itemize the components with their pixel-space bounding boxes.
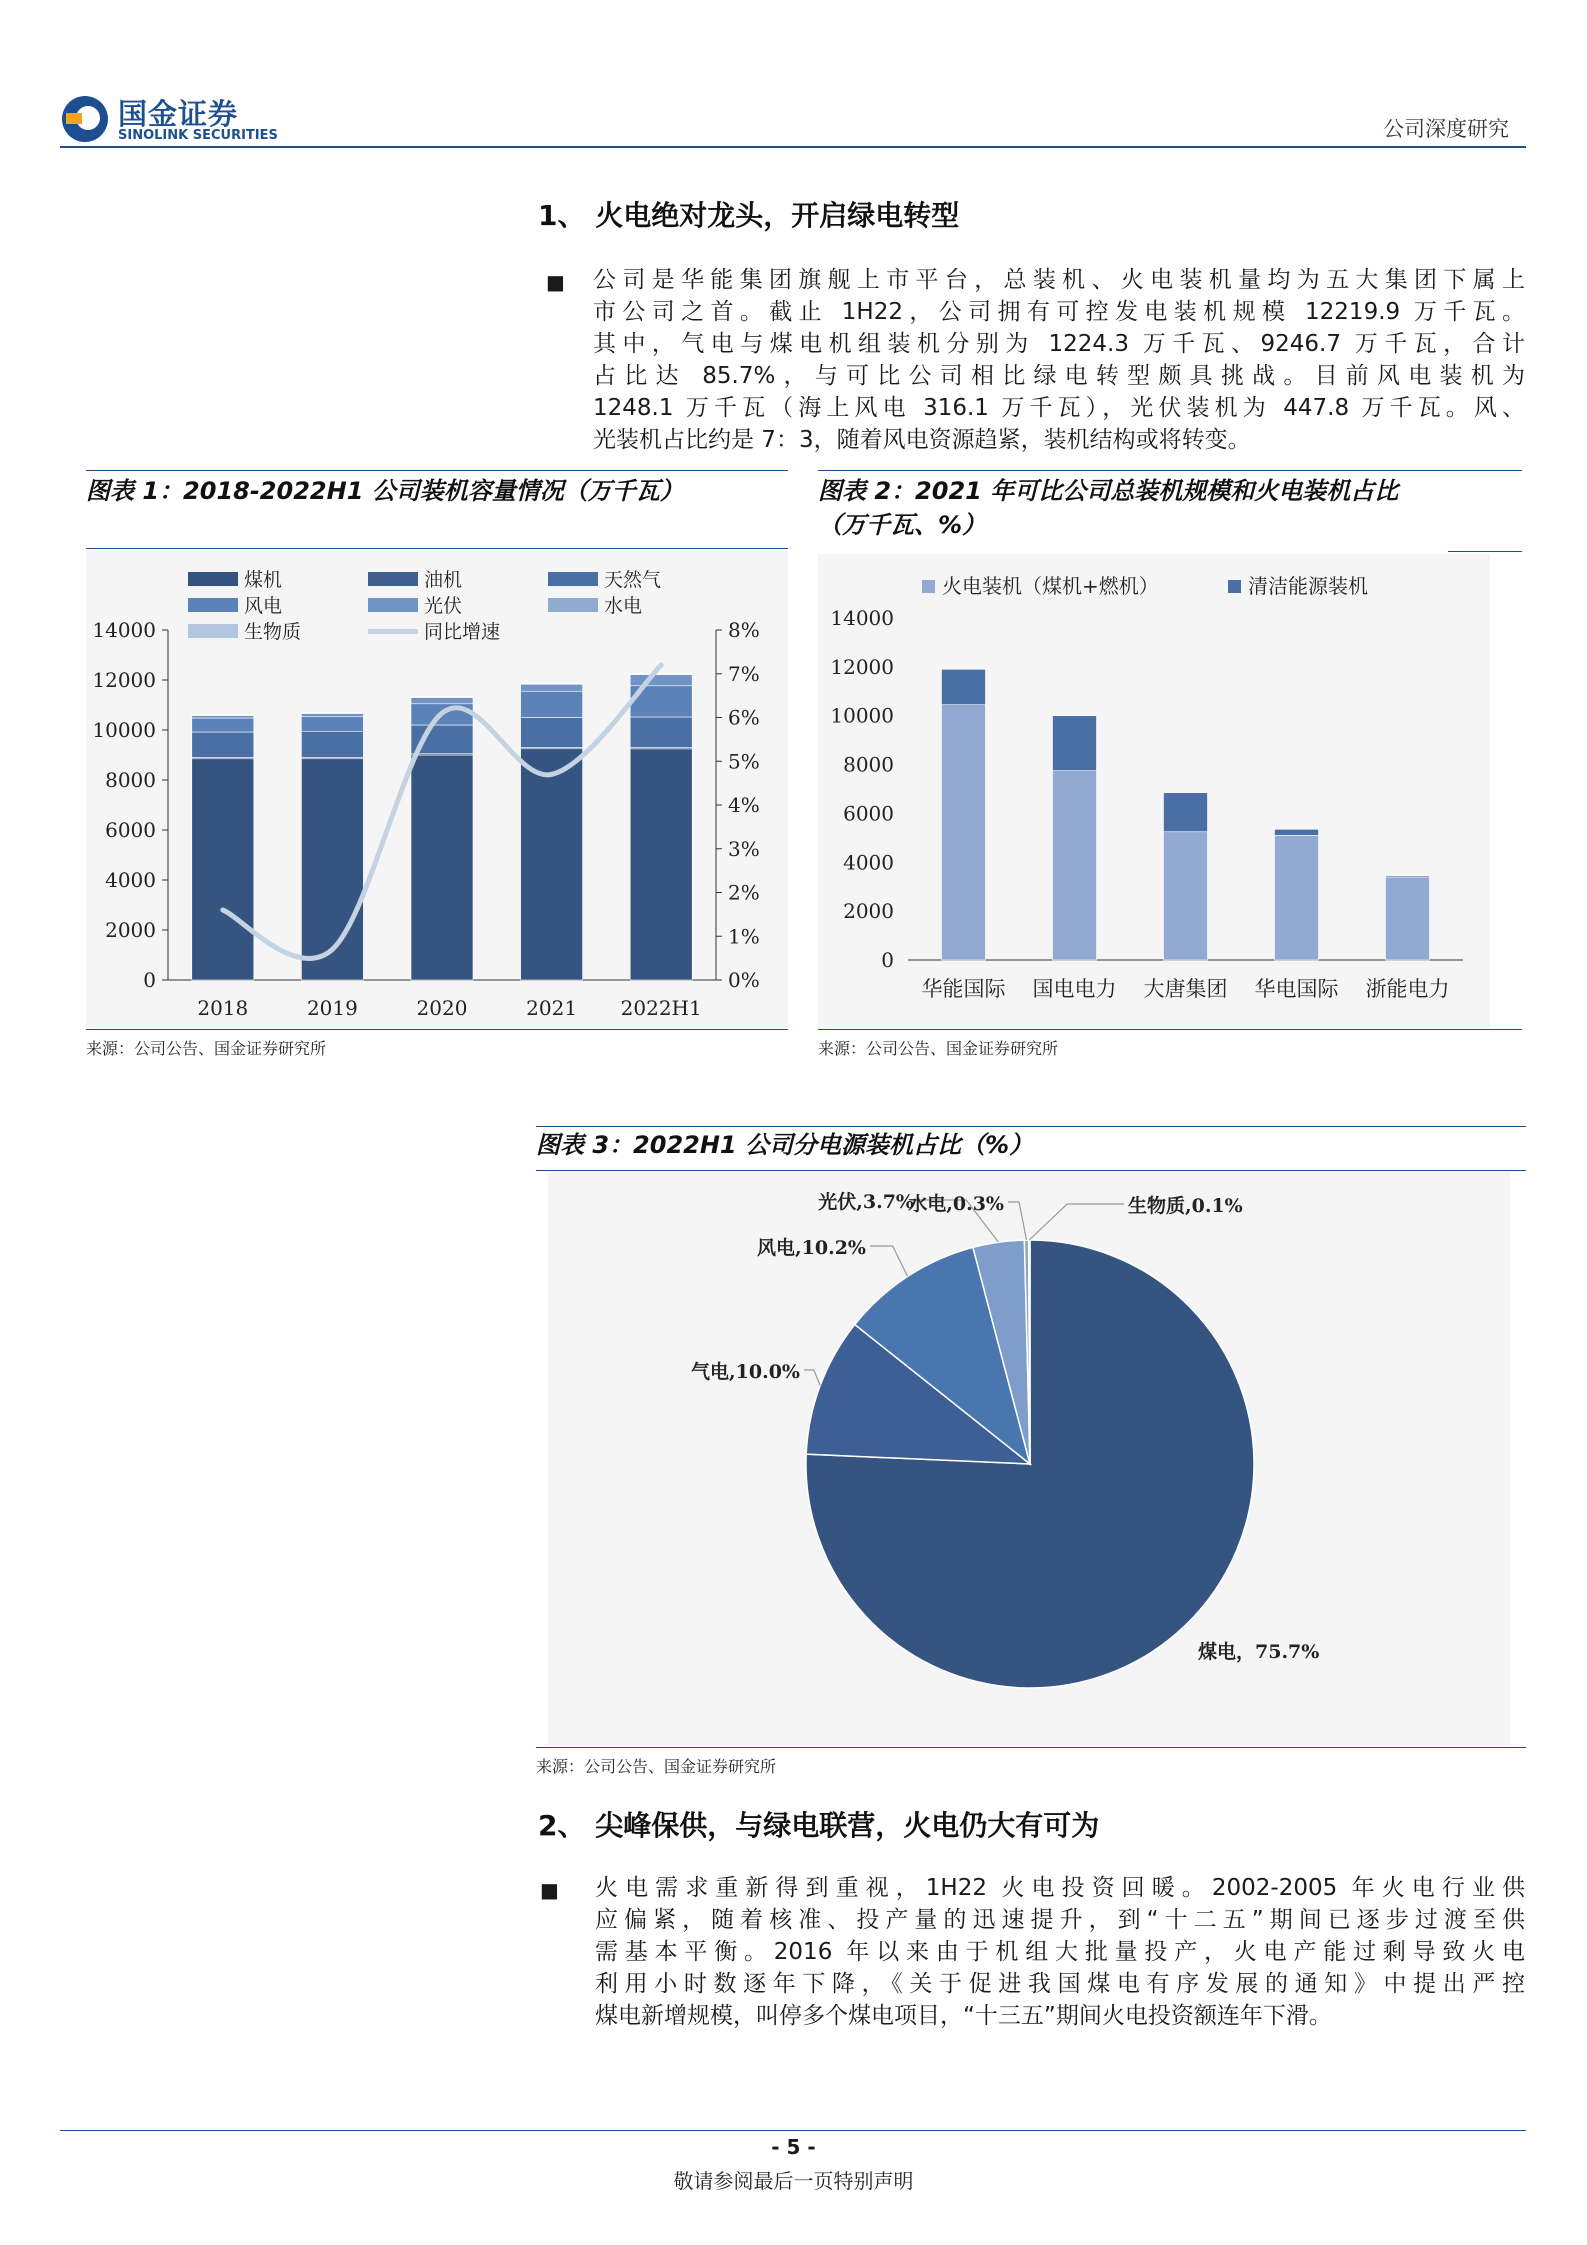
legend-swatch [188, 598, 238, 612]
section-2-title: 2、 尖峰保供，与绿电联营，火电仍大有可为 [538, 1809, 1100, 1842]
y2-tick-label: 1% [728, 924, 760, 949]
footer-divider [60, 2130, 1526, 2131]
x-tick-label: 2022H1 [620, 996, 702, 1020]
y2-tick-label: 0% [728, 968, 760, 992]
y-tick-label: 0 [143, 968, 156, 992]
bullet-icon: ■ [546, 270, 565, 294]
figure-3-title-rule [536, 1170, 1526, 1171]
y2-tick-label: 7% [728, 661, 760, 686]
figure-3-top-rule [536, 1126, 1526, 1127]
peer-capacity-stacked-bar-chart [818, 554, 1490, 1028]
figure-1-title-rule [86, 548, 788, 549]
paragraph-line: 占比达 85.7%，与可比公司相比绿电转型颇具挑战。目前风电装机为 [593, 363, 1525, 389]
legend-label: 光伏 [424, 595, 463, 617]
bar-segment-生物质 [630, 674, 692, 675]
bar-segment-清洁能源装机 [942, 669, 986, 704]
figure-3-title: 图表 3：2022H1 公司分电源装机占比（%） [536, 1131, 1034, 1159]
disclaimer: 敬请参阅最后一页特别声明 [673, 2169, 914, 2193]
legend-swatch [368, 572, 418, 586]
header-divider [60, 146, 1526, 148]
legend-swatch [922, 580, 935, 593]
section-2-paragraph [595, 1872, 1525, 2032]
y2-tick-label: 8% [728, 618, 760, 642]
paragraph-line: 利用小时数逐年下降，《关于促进我国煤电有序发展的通知》中提出严控 [595, 1971, 1525, 1997]
pie-label: 水电,0.3% [908, 1193, 1004, 1215]
y-tick-label: 6000 [105, 818, 156, 842]
y-tick-label: 2000 [105, 918, 156, 942]
pie-label: 光伏,3.7% [818, 1191, 914, 1213]
figure-1-top-rule [86, 470, 788, 471]
logo-chinese-name: 国金证券 [118, 97, 239, 131]
y-tick-label: 6000 [843, 801, 894, 826]
bar-segment-光伏 [192, 716, 254, 719]
bar-segment-火电装机（煤机+燃机） [1386, 877, 1430, 960]
bar-segment-风电 [521, 691, 583, 717]
figure-1-title: 图表 1：2018-2022H1 公司装机容量情况（万千瓦） [86, 477, 684, 505]
bar-segment-清洁能源装机 [1053, 716, 1097, 771]
legend-label: 火电装机（煤机+燃机） [942, 574, 1159, 598]
y2-tick-label: 3% [728, 836, 760, 861]
legend-swatch [368, 629, 418, 634]
bar-segment-清洁能源装机 [1275, 829, 1319, 835]
figure-1-bottom-rule [86, 1029, 788, 1030]
figure-2-title-line-2: （万千瓦、%） [818, 511, 987, 539]
generation-mix-pie-chart [548, 1172, 1510, 1746]
legend-label: 油机 [424, 569, 463, 591]
bar-segment-风电 [192, 718, 254, 732]
bullet-icon: ■ [540, 1878, 559, 1902]
y-tick-label: 14000 [830, 606, 894, 630]
figure-1-source: 来源：公司公告、国金证券研究所 [86, 1039, 327, 1058]
paragraph-line: 需基本平衡。2016 年以来由于机组大批量投产，火电产能过剩导致火电 [595, 1939, 1525, 1965]
x-tick-label: 2018 [197, 996, 249, 1020]
bar-segment-火电装机（煤机+燃机） [942, 705, 986, 960]
legend-swatch [188, 572, 238, 586]
bar-segment-光伏 [301, 714, 363, 717]
legend-swatch [548, 572, 598, 586]
bar-segment-天然气 [192, 732, 254, 758]
y-tick-label: 0 [881, 948, 894, 972]
y-tick-label: 8000 [843, 752, 894, 777]
pie-label: 生物质,0.1% [1128, 1195, 1243, 1217]
legend-label: 生物质 [244, 621, 302, 643]
bar-segment-火电装机（煤机+燃机） [1275, 835, 1319, 960]
pie-label: 煤电，75.7% [1198, 1641, 1320, 1663]
legend-label: 天然气 [604, 569, 662, 591]
section-1-title: 1、 火电绝对龙头，开启绿电转型 [538, 199, 960, 232]
y-tick-label: 12000 [92, 668, 156, 692]
paragraph-line: 光装机占比约是 7：3，随着风电资源趋紧，装机结构或将转变。 [593, 427, 1251, 453]
bar-segment-生物质 [192, 715, 254, 716]
y-tick-label: 4000 [843, 850, 894, 875]
bar-segment-生物质 [411, 697, 473, 698]
sinolink-logo-icon [60, 94, 110, 144]
y-tick-label: 8000 [105, 768, 156, 792]
legend-swatch [368, 598, 418, 612]
x-tick-label: 大唐集团 [1143, 977, 1228, 1001]
x-tick-label: 华电国际 [1254, 977, 1339, 1001]
bar-segment-光伏 [630, 675, 692, 686]
logo-english-name: SINOLINK SECURITIES [118, 128, 278, 143]
x-tick-label: 2021 [526, 996, 578, 1020]
legend-label: 煤机 [244, 569, 283, 591]
paragraph-line: 煤电新增规模，叫停多个煤电项目，“十三五”期间火电投资额连年下滑。 [595, 2003, 1332, 2029]
bar-segment-火电装机（煤机+燃机） [1053, 771, 1097, 960]
figure-3-bottom-rule [536, 1747, 1526, 1748]
paragraph-line: 1248.1 万千瓦（海上风电 316.1 万千瓦），光伏装机为 447.8 万千瓦。风、 [593, 395, 1525, 421]
x-tick-label: 2019 [306, 996, 358, 1020]
bar-segment-清洁能源装机 [1164, 793, 1208, 832]
figure-2-title-rule [1448, 551, 1522, 552]
bar-segment-煤机 [411, 755, 473, 980]
figure-3-source: 来源：公司公告、国金证券研究所 [536, 1757, 777, 1776]
y2-tick-label: 4% [728, 793, 760, 817]
paragraph-line: 市公司之首。截止 1H22，公司拥有可控发电装机规模 12219.9 万千瓦。 [593, 299, 1525, 325]
y-tick-label: 2000 [843, 899, 894, 924]
section-1-paragraph [593, 264, 1525, 456]
y2-tick-label: 6% [728, 705, 760, 730]
bar-segment-煤机 [521, 749, 583, 980]
pie-label: 风电,10.2% [757, 1237, 866, 1259]
installed-capacity-stacked-bar-chart [86, 550, 788, 1028]
pie-label: 气电,10.0% [691, 1361, 800, 1383]
bar-segment-天然气 [301, 731, 363, 757]
y2-tick-label: 5% [728, 749, 760, 774]
y-tick-label: 10000 [830, 703, 894, 728]
figure-2-top-rule [818, 470, 1522, 471]
bar-segment-煤机 [192, 759, 254, 980]
x-tick-label: 浙能电力 [1365, 977, 1450, 1001]
y-tick-label: 14000 [92, 618, 156, 642]
legend-swatch [1228, 580, 1241, 593]
x-tick-label: 2020 [416, 996, 468, 1020]
bar-segment-风电 [301, 717, 363, 732]
bar-segment-清洁能源装机 [1386, 876, 1430, 877]
bar-segment-天然气 [630, 717, 692, 748]
bar-segment-光伏 [411, 698, 473, 704]
figure-2-source: 来源：公司公告、国金证券研究所 [818, 1039, 1059, 1058]
bar-segment-生物质 [301, 713, 363, 714]
bar-segment-光伏 [521, 684, 583, 691]
paragraph-line: 火电需求重新得到重视，1H22 火电投资回暖。2002-2005 年火电行业供 [595, 1875, 1525, 1901]
legend-label: 水电 [604, 595, 643, 617]
page-number: - 5 - [771, 2135, 816, 2159]
y-tick-label: 4000 [105, 868, 156, 892]
bar-segment-煤机 [630, 749, 692, 980]
y-tick-label: 12000 [830, 654, 894, 679]
x-tick-label: 国电电力 [1032, 977, 1117, 1001]
bar-segment-生物质 [521, 683, 583, 684]
report-type: 公司深度研究 [1383, 117, 1509, 141]
y2-tick-label: 2% [728, 880, 760, 905]
paragraph-line: 公司是华能集团旗舰上市平台，总装机、火电装机量均为五大集团下属上 [593, 267, 1525, 293]
legend-swatch [548, 598, 598, 612]
legend-label: 同比增速 [424, 621, 501, 643]
paragraph-line: 其中，气电与煤电机组装机分别为 1224.3 万千瓦、9246.7 万千瓦，合计 [593, 331, 1525, 357]
figure-2-title-line-1: 图表 2：2021 年可比公司总装机规模和火电装机占比 [818, 477, 1399, 505]
figure-2-bottom-rule [818, 1029, 1522, 1030]
bar-segment-天然气 [521, 718, 583, 748]
legend-swatch [188, 624, 238, 638]
legend-label: 清洁能源装机 [1248, 574, 1368, 598]
bar-segment-火电装机（煤机+燃机） [1164, 832, 1208, 960]
paragraph-line: 应偏紧，随着核准、投产量的迅速提升，到“十二五”期间已逐步过渡至供 [595, 1907, 1525, 1933]
x-tick-label: 华能国际 [921, 977, 1006, 1001]
legend-label: 风电 [244, 595, 283, 617]
y-tick-label: 10000 [92, 718, 156, 742]
